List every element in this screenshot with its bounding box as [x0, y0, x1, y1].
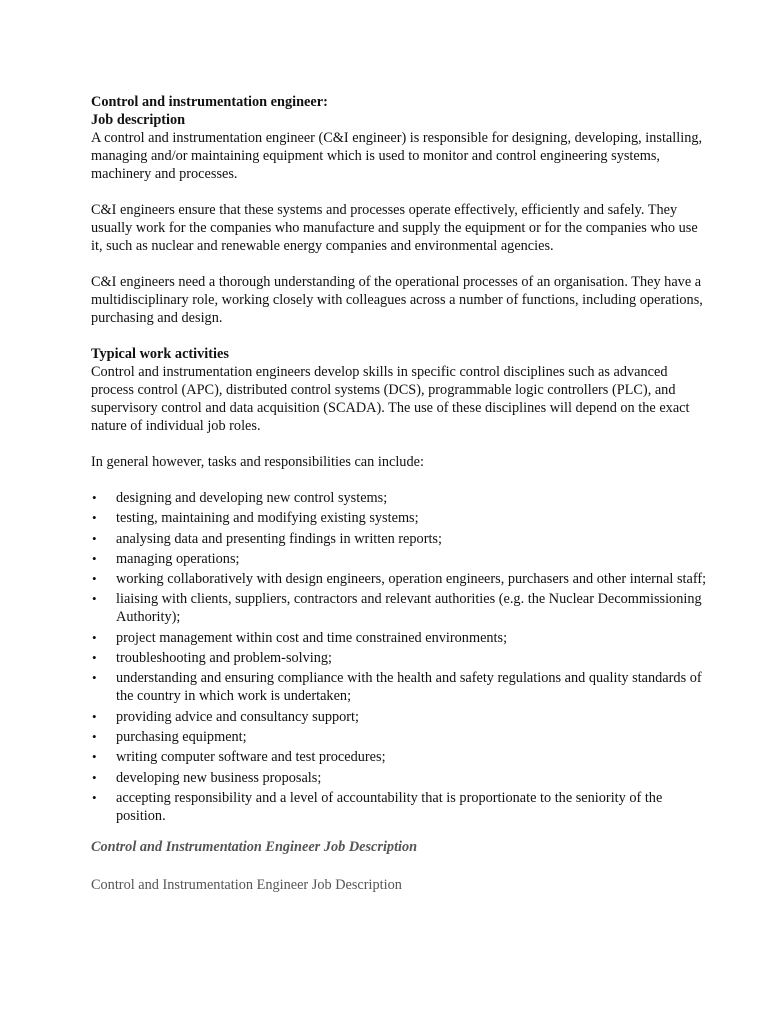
list-item: • testing, maintaining and modifying existing systems;: [91, 509, 708, 527]
list-item: • developing new business proposals;: [91, 769, 708, 787]
section-heading-job-description: Job description: [91, 112, 186, 128]
list-item: • project management within cost and time constrained environments;: [91, 629, 708, 647]
italic-subtitle: Control and Instrumentation Engineer Job Description: [91, 838, 418, 855]
paragraph: C&I engineers ensure that these systems and processes operate effectively, efficiently and safely. They usually work for the companies who manufacture and supply the equipment or for the companies who use it, such as nuclear and renewable energy companies and environmental agencies.: [91, 202, 698, 254]
section-heading-typical-work-activities: Typical work activities: [91, 346, 229, 362]
list-item: • troubleshooting and problem-solving;: [91, 649, 708, 667]
list-item: • writing computer software and test procedures;: [91, 748, 708, 766]
list-item: • liaising with clients, suppliers, contractors and relevant authorities (e.g. the Nuclear Decommissioning Authority);: [91, 590, 708, 626]
task-list: [91, 489, 708, 825]
paragraph: A control and instrumentation engineer (C&I engineer) is responsible for designing, developing, installing, managing and/or maintaining equipment which is used to monitor and control engineering systems, machinery and processes.: [91, 130, 703, 182]
paragraph: C&I engineers need a thorough understanding of the operational processes of an organisation. They have a multidisciplinary role, working closely with colleagues across a number of functions, including operations, purchasing and design.: [91, 274, 703, 326]
list-item: • providing advice and consultancy support;: [91, 708, 708, 726]
list-item: • working collaboratively with design engineers, operation engineers, purchasers and other internal staff;: [91, 570, 708, 588]
list-item: • understanding and ensuring compliance with the health and safety regulations and quality standards of the country in which work is undertaken;: [91, 669, 708, 705]
list-item: • purchasing equipment;: [91, 728, 708, 746]
list-item: • accepting responsibility and a level of accountability that is proportionate to the seniority of the position.: [91, 789, 708, 825]
plain-subtitle: Control and Instrumentation Engineer Job Description: [91, 876, 402, 893]
list-item: • analysing data and presenting findings in written reports;: [91, 530, 708, 548]
paragraph: Control and instrumentation engineers develop skills in specific control disciplines such as advanced process control (APC), distributed control systems (DCS), programmable logic controllers (PLC), and supervisory control and data acquisition (SCADA). The use of these disciplines will depend on the exact nature of individual job roles.: [91, 364, 690, 434]
document-title: Control and instrumentation engineer:: [91, 94, 328, 110]
list-item: • designing and developing new control systems;: [91, 489, 708, 507]
paragraph: In general however, tasks and responsibilities can include:: [91, 454, 424, 470]
list-item: • managing operations;: [91, 550, 708, 568]
